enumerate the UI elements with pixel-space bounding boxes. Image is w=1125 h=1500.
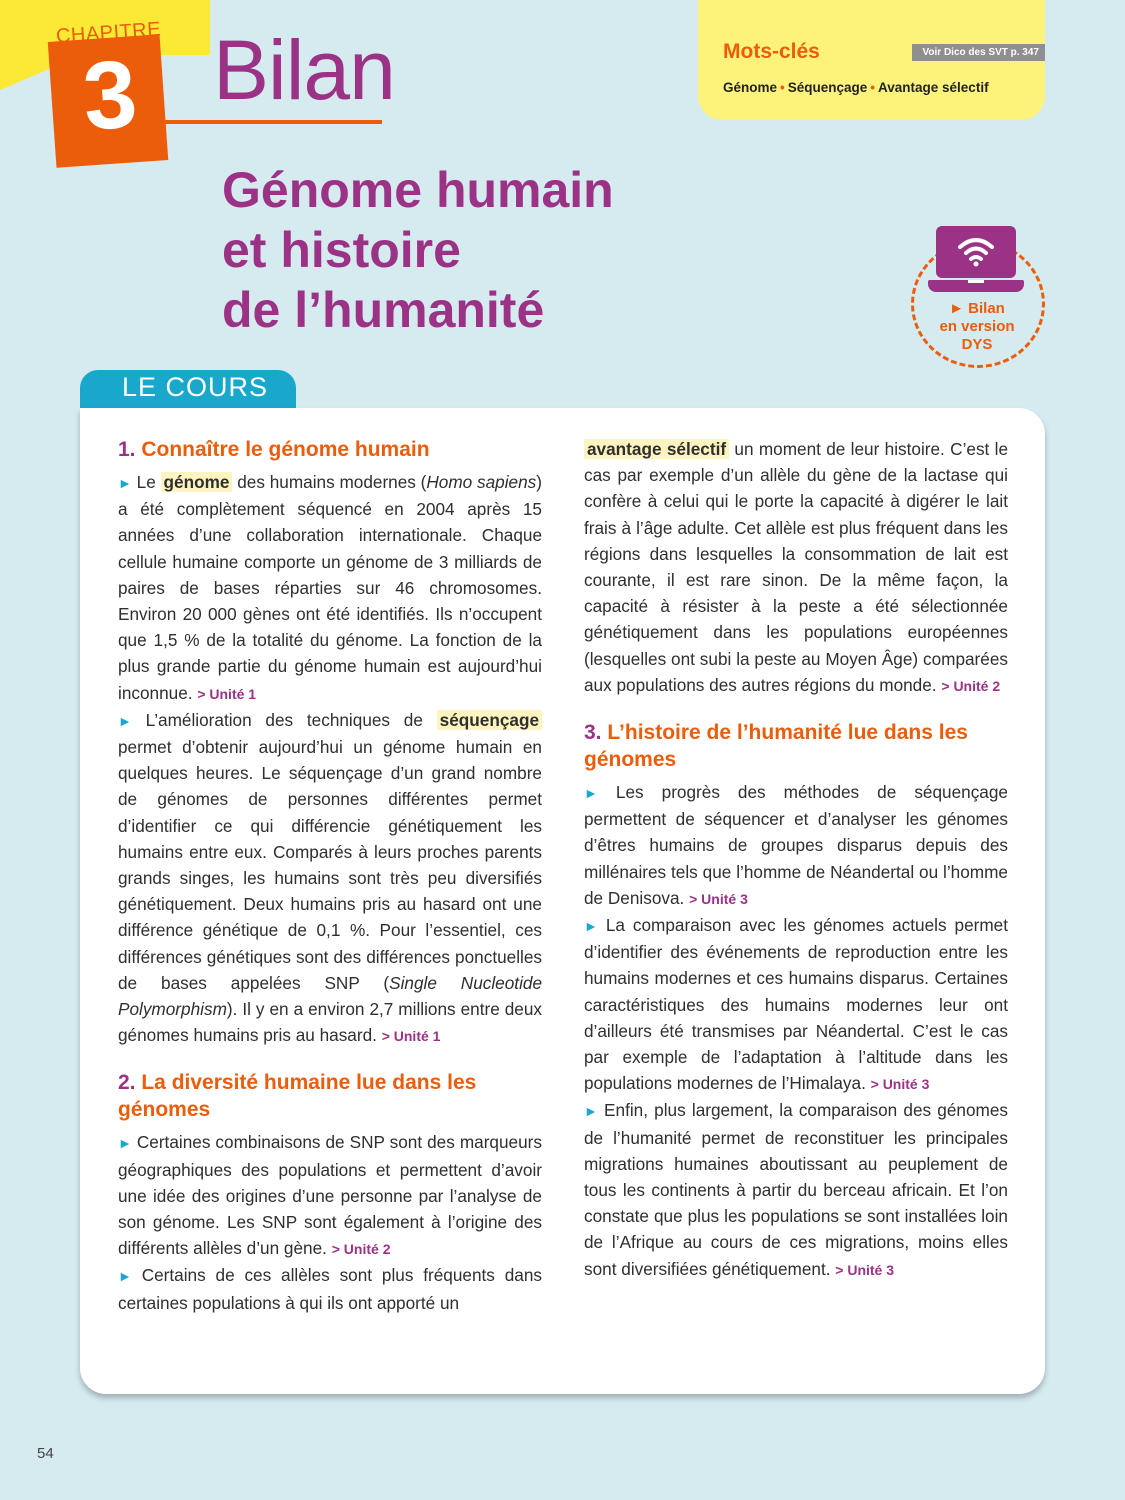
page-title-line: et histoire — [222, 222, 461, 278]
dys-line: ► Bilan — [949, 300, 1005, 317]
keyword-highlight: génome — [161, 472, 233, 492]
italic-text: Homo sapiens — [426, 472, 537, 492]
page-title — [222, 160, 614, 340]
page-title-line: de l’humanité — [222, 282, 545, 338]
bullet-separator: • — [870, 80, 876, 95]
laptop-base-icon — [928, 280, 1024, 292]
text: ). Il y en a environ 2,7 millions entre deux génomes humains pris au hasard. — [118, 999, 542, 1046]
text: Certains de ces allèles sont plus fréquents dans certaines populations à qui ils ont apporté un — [118, 1265, 542, 1313]
section-number: 3. — [584, 721, 602, 745]
unit-reference-link[interactable]: > Unité 1 — [197, 685, 257, 702]
wifi-icon — [956, 234, 996, 268]
paragraph — [584, 779, 1008, 912]
keyword-item: Séquençage — [787, 80, 868, 95]
section-title: Bilan — [213, 23, 395, 117]
chapter-label: CHAPITRE — [55, 18, 162, 48]
paragraph — [584, 1097, 1008, 1282]
unit-reference-link[interactable]: > Unité 1 — [381, 1028, 441, 1045]
section-heading-1 — [118, 436, 542, 463]
section-title-text: Connaître le génome humain — [141, 438, 430, 461]
paragraph — [118, 707, 542, 1050]
text: des humains modernes ( — [237, 472, 427, 492]
keywords-list — [723, 80, 989, 95]
arrow-icon: ► — [118, 475, 132, 491]
bullet-separator: • — [780, 80, 785, 95]
spacer — [118, 1049, 542, 1069]
dys-version-label[interactable] — [915, 300, 1039, 354]
paragraph — [584, 912, 1008, 1097]
dys-line: DYS — [961, 336, 993, 353]
section-title-text: La diversité humaine lue dans les génomes — [118, 1071, 477, 1122]
page-title-line: Génome humain — [222, 162, 614, 218]
paragraph — [118, 1129, 542, 1262]
unit-reference-link[interactable]: > Unité 2 — [941, 677, 1001, 694]
arrow-icon: ► — [118, 712, 132, 729]
text: Certaines combinaisons de SNP sont des marqueurs géographiques des populations et permettent d’avoir une idée des origines d’une personne par l’analyse de son génome. Les SNP sont également à l’origine des différents allèles d’un gène. — [118, 1132, 542, 1259]
arrow-icon: ► — [118, 1135, 132, 1152]
text: La comparaison avec les génomes actuels permet d’identifier des événements de reproduction entre les humains modernes et ces humains disparus. Certaines caractéristiques des humains modernes leur ont d’ailleurs été transmises par Néandertal. C’est le cas par exemple de l’adaptation à l’altitude dans les populations modernes de l’Himalaya. — [584, 915, 1009, 1094]
course-column-left — [118, 436, 542, 1316]
arrow-icon: ► — [584, 918, 598, 935]
course-column-right — [584, 436, 1008, 1283]
section-heading-2 — [118, 1069, 542, 1123]
italic-text: Single Nucleotide Polymorphism — [118, 972, 542, 1020]
text: Le — [136, 472, 156, 492]
keyword-item: Génome — [723, 80, 778, 95]
text: ) a été complètement séquencé en 2004 après 15 années d’une collaboration internationale. Chaque cellule humaine comporte un génome de 3 milliards de paires de bases réparties sur 46 chromosomes. Environ 20 000 gènes ont été identifiés. Ils n’occupent que 1,5 % de la totalité du génome. La fonction de la plus grande partie du génome humain est aujourd’hui inconnue. — [118, 472, 542, 703]
paragraph — [118, 469, 542, 707]
title-underline — [164, 120, 382, 124]
section-number: 2. — [118, 1071, 136, 1095]
text: un moment de leur histoire. C’est le cas par exemple d’un allèle du gène de la lactase qui confère à celui qui le porte la capacité à digérer le lait frais à l’âge adulte. Cet allèle est plus fréquent dans les régions dans lesquelles la consommation de lait est courante, il est rare sinon. De la même façon, la capacité à résister à la peste a été sélectionnée génétiquement dans les populations européennes (lesquelles ont subi la peste au Moyen Âge) comparées aux populations des autres régions du monde. — [584, 439, 1009, 695]
paragraph — [584, 436, 1008, 699]
unit-reference-link[interactable]: > Unité 3 — [689, 890, 748, 907]
keyword-item: Avantage sélectif — [878, 80, 989, 95]
unit-reference-link[interactable]: > Unité 3 — [835, 1261, 895, 1278]
arrow-icon: ► — [118, 1268, 132, 1285]
text: Enfin, plus largement, la comparaison des génomes de l’humanité permet de reconstituer les principales migrations humaines aboutissant au peuplement de tous les continents à partir du berceau africain. Et l’on constate que plus les populations se sont installées loin de l’Afrique au cours de ces migrations, moins elles sont diversifiées génétiquement. — [584, 1100, 1009, 1279]
keywords-title: Mots-clés — [723, 40, 820, 63]
section-heading-3 — [584, 719, 1008, 773]
keyword-highlight: avantage sélectif — [584, 439, 729, 459]
dictionary-reference[interactable]: Voir Dico des SVT p. 347 — [912, 44, 1045, 61]
spacer — [584, 699, 1008, 719]
text: L’amélioration des techniques de — [145, 709, 423, 730]
dys-line: en version — [939, 318, 1015, 335]
arrow-icon: ► — [584, 785, 598, 802]
arrow-icon: ► — [584, 1103, 598, 1120]
unit-reference-link[interactable]: > Unité 2 — [331, 1241, 391, 1258]
keywords-box — [698, 0, 1045, 120]
text: permet d’obtenir aujourd’hui un génome humain en quelques heures. Le séquençage d’un grand nombre de génomes de personnes différentes permet d’identifier ce qui différencie génétiquement les humains entre eux. Comparés à leurs proches parents grands singes, les humains sont très peu diversifiés génétiquement. Deux humains pris au hasard ont une différence génétique de 0,1 %. Pour l’essentiel, ces différences génétiques sont des différences ponctuelles de bases appelées SNP ( — [118, 737, 542, 993]
page-number: 54 — [37, 1445, 54, 1462]
paragraph — [118, 1262, 542, 1315]
unit-reference-link[interactable]: > Unité 3 — [870, 1076, 930, 1093]
section-number: 1. — [118, 438, 136, 461]
section-title-text: L’histoire de l’humanité lue dans les génomes — [584, 721, 968, 772]
cours-tab-label: LE COURS — [122, 372, 269, 402]
text: Les progrès des méthodes de séquençage permettent de séquencer et d’analyser les génomes d’êtres humains de groupes disparus depuis des millénaires tels que l’homme de Néandertal ou l’homme de Denisova. — [584, 782, 1008, 908]
chapter-number: 3 — [79, 40, 141, 151]
keyword-highlight: séquençage — [437, 710, 542, 730]
